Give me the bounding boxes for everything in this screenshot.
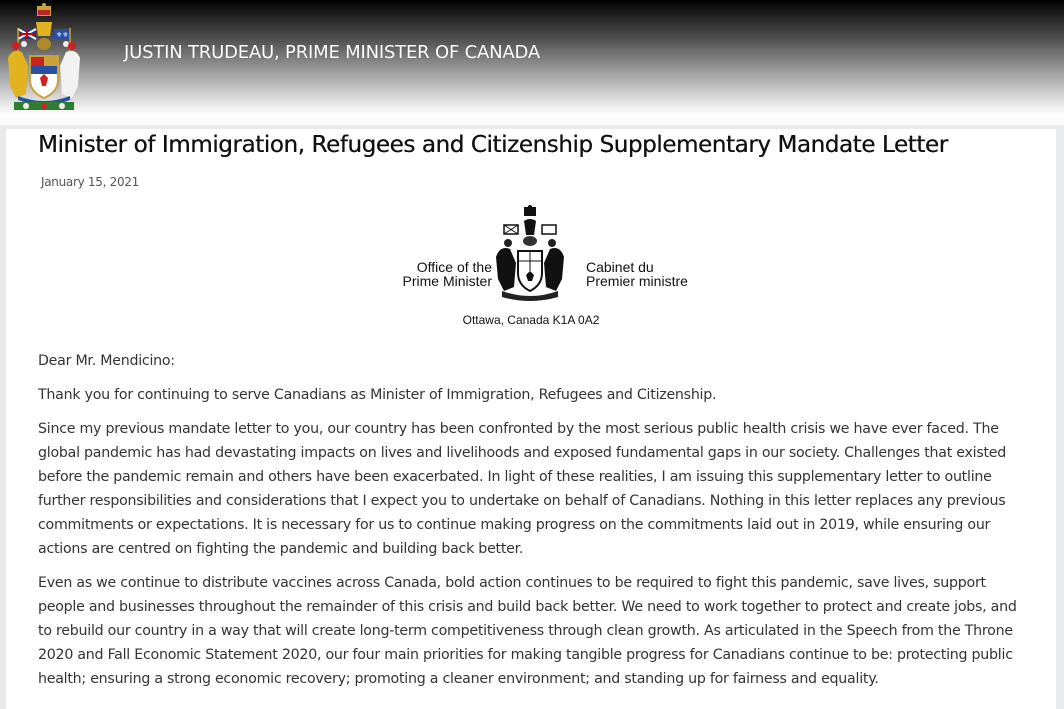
content-card [6, 129, 1056, 709]
letter-paragraph: Even as we continue to distribute vaccines across Canada, bold action continues to be required to fight this pandemic, save lives, support people and businesses throughout the remainder of this crisis and build back better. We need to work together to protect and create jobs, and to rebuild our country in a way that will create long-term competitiveness through clean growth. As articulated in the Speech from the Throne 2020 and Fall Economic Statement 2020, our four main priorities for making tangible progress for Canadians continue to be: protecting public health; ensuring a strong economic recovery; promoting a cleaner environment; and standing up for fairness and equality. [38, 575, 1017, 687]
letterhead [366, 205, 706, 330]
letterhead-english-line2: Prime Minister [402, 273, 492, 289]
site-header [0, 0, 1064, 118]
page-title: Minister of Immigration, Refugees and Citizenship Supplementary Mandate Letter [38, 132, 948, 158]
header-divider [0, 118, 1064, 125]
letter-paragraph: Since my previous mandate letter to you, our country has been confronted by the most serious public health crisis we have ever faced. The global pandemic has had devastating impacts on lives and livelihoods and exposed fundamental gaps in our society. Challenges that existed before the pandemic remain and others have been exacerbated. In light of these realities, I am issuing this supplementary letter to outline further responsibilities and considerations that I expect you to undertake on behalf of Canadians. Nothing in this letter replaces any previous commitments or expectations. It is necessary for us to continue making progress on the commitments laid out in 2019, while ensuring our actions are centred on fighting the pandemic and building back better. [38, 421, 1007, 557]
letterhead-french-line1: Cabinet du [586, 259, 654, 275]
svg-text:⚜⚜: ⚜⚜ [56, 31, 69, 39]
site-title[interactable]: JUSTIN TRUDEAU, PRIME MINISTER OF CANADA [124, 42, 540, 63]
letter-salutation: Dear Mr. Mendicino: [38, 353, 175, 369]
letterhead-english-line1: Office of the [416, 259, 492, 275]
letterhead-french-line2: Premier ministre [586, 273, 688, 289]
coat-of-arms-icon[interactable] [4, 2, 84, 112]
letter-body [38, 349, 1028, 701]
letterhead-english [403, 260, 492, 288]
publish-date: January 15, 2021 [41, 175, 139, 189]
coat-of-arms-monochrome-icon [494, 205, 566, 301]
letterhead-address: Ottawa, Canada K1A 0A2 [462, 313, 600, 327]
letterhead-french [586, 260, 688, 288]
letter-paragraph: Thank you for continuing to serve Canadians as Minister of Immigration, Refugees and Citizenship. [38, 387, 717, 403]
